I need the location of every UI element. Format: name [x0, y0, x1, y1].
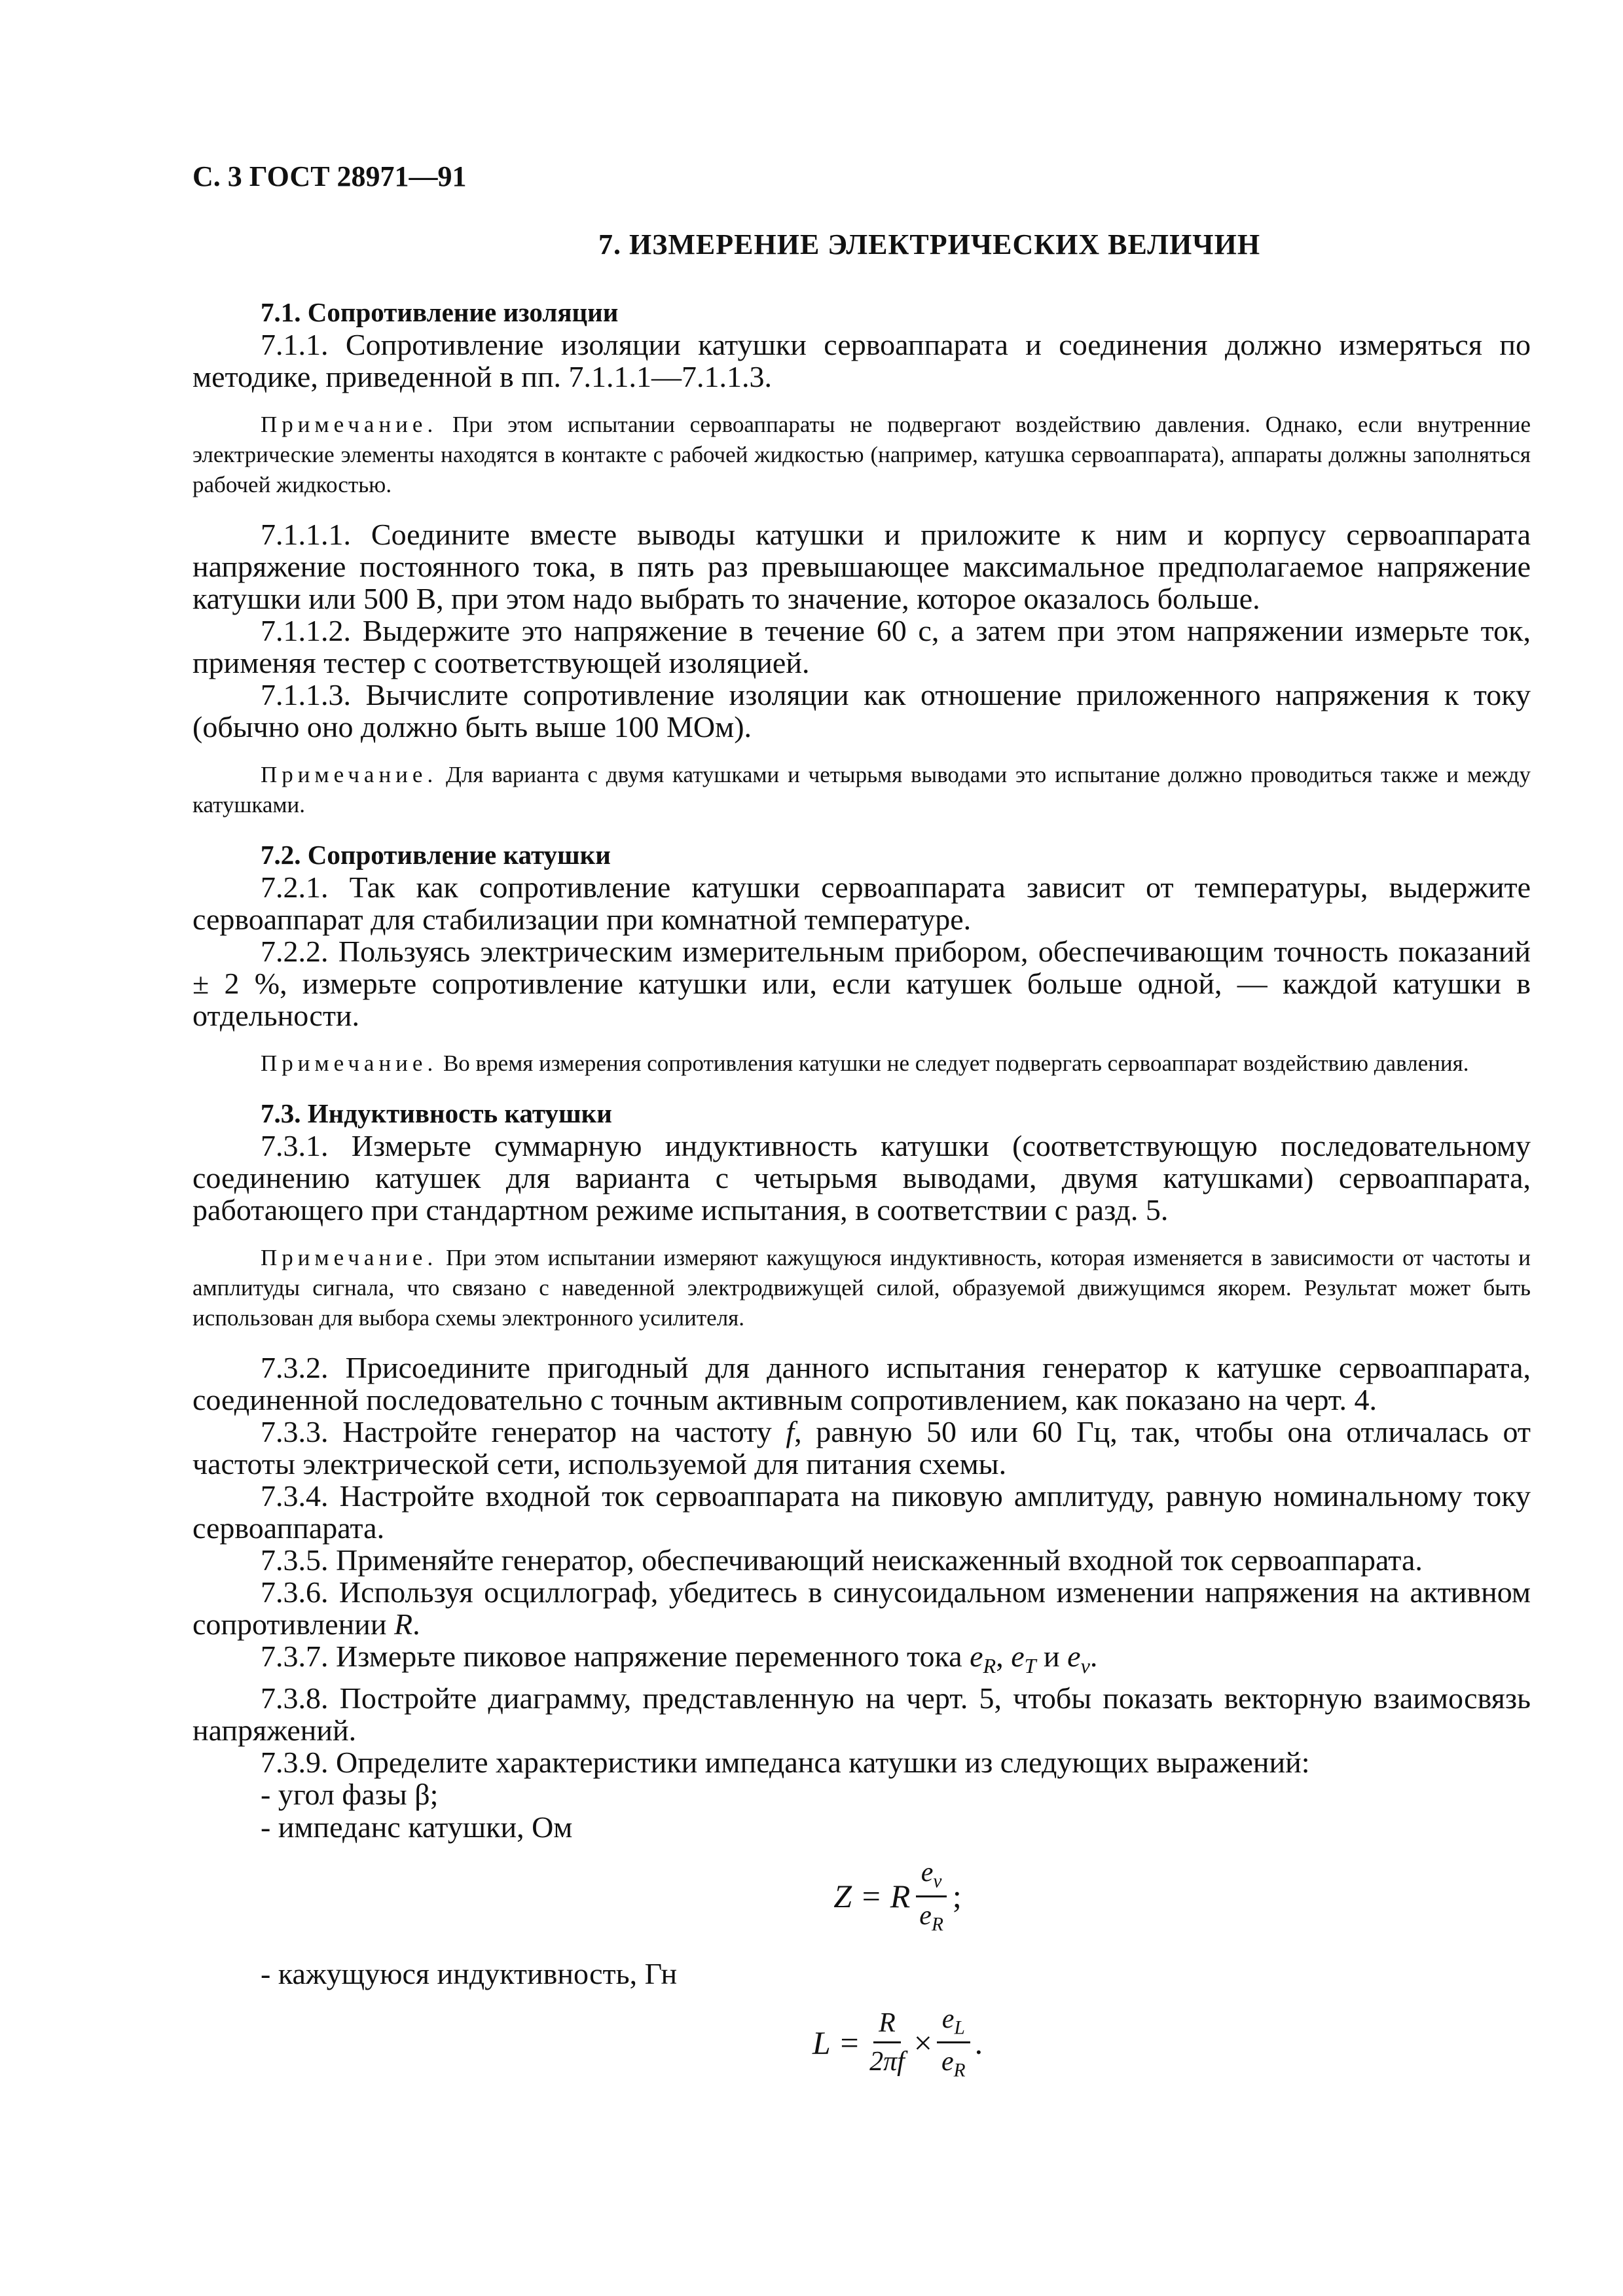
page-header: С. 3 ГОСТ 28971—91	[192, 160, 467, 192]
paragraph-7-3-9: 7.3.9. Определите характеристики импеданса катушки из следующих выражений:	[261, 1746, 1310, 1780]
symbol-r: R	[393, 1607, 413, 1641]
note-7-3	[192, 1243, 1531, 1333]
eq-tail: .	[974, 2024, 983, 2061]
symbol-e-t: $e_T$	[1011, 1640, 1036, 1678]
paragraph-7-1-1-1: 7.1.1.1. Соедините вместе выводы катушки и приложите к ним и корпусу сервоаппарата напряжение постоянного тока, в пять раз превышающее максимальное предполагаемое напряжение катушки или 500 В, при этом надо выбрать то значение, которое оказалось больше.	[192, 518, 1531, 615]
equation-impedance	[192, 1857, 1531, 1935]
eq-tail: ;	[952, 1878, 962, 1915]
note-label: Примечание.	[261, 1050, 438, 1076]
fraction: $\frac{e_v}{e_R}$	[914, 1857, 949, 1935]
list-item-inductance: - кажущуюся индуктивность, Гн	[261, 1956, 678, 1990]
times-sign: ×	[913, 2024, 932, 2061]
paragraph-7-3-6	[192, 1576, 1531, 1640]
paragraph-7-3-3	[192, 1416, 1531, 1480]
text-run: и	[1036, 1640, 1068, 1673]
symbol-e-r: $e_R$	[970, 1640, 996, 1678]
paragraph-7-1-1-3: 7.1.1.3. Вычислите сопротивление изоляции как отношение приложенного напряжения к току (обычно оно должно быть выше 100 МОм).	[192, 678, 1531, 744]
paragraph-7-1-1: 7.1.1. Сопротивление изоляции катушки сервоаппарата и соединения должно измеряться по методике, приведенной в пп. 7.1.1.1—7.1.1.3.	[192, 328, 1531, 393]
paragraph-7-3-8: 7.3.8. Постройте диаграмму, представленную на черт. 5, чтобы показать векторную взаимосвязь напряжений.	[192, 1681, 1531, 1748]
symbol-e-v: $e_v$	[1067, 1640, 1090, 1678]
note-text: При этом испытании измеряют кажущуюся индуктивность, которая изменяется в зависимости от частоты и амплитуды сигнала, что связано с наведенной электродвижущей силой, образуемой движущимся якорем. Результат может быть использован для выбора схемы электронного усилителя.	[192, 1245, 1531, 1331]
heading-7-3: 7.3. Индуктивность катушки	[261, 1098, 612, 1128]
note-text: При этом испытании сервоаппараты не подвергают воздействию давления. Однако, если внутренние электрические элементы находятся в контакте с рабочей жидкостью (например, катушка сервоаппарата), аппараты должны заполняться рабочей жидкостью.	[192, 412, 1531, 497]
fraction: $\frac{R}{2\pi f}$	[869, 2008, 905, 2077]
eq-lhs: Z = R	[833, 1878, 911, 1915]
equation-inductance	[192, 2003, 1531, 2082]
note-7-1-b	[192, 760, 1531, 820]
paragraph-7-2-1: 7.2.1. Так как сопротивление катушки сервоаппарата зависит от температуры, выдержите сервоаппарат для стабилизации при комнатной температуре.	[192, 870, 1531, 936]
note-7-1-a	[192, 410, 1531, 500]
paragraph-7-1-1-2: 7.1.1.2. Выдержите это напряжение в течение 60 с, а затем при этом напряжении измерьте ток, применяя тестер с соответствующей изоляцией.	[192, 614, 1531, 679]
paragraph-7-2-2: 7.2.2. Пользуясь электрическим измерительным прибором, обеспечивающим точность показаний ± 2 %, измерьте сопротивление катушки или, если катушек больше одной, — каждой катушки в отдельности.	[192, 935, 1531, 1032]
text-run: ,	[996, 1640, 1012, 1673]
heading-7-1: 7.1. Сопротивление изоляции	[261, 297, 619, 327]
list-item-impedance: - импеданс катушки, Ом	[261, 1810, 573, 1844]
document-body	[192, 296, 1531, 2104]
note-label: Примечание.	[261, 1245, 438, 1270]
note-7-2	[192, 1049, 1531, 1079]
paragraph-7-3-5: 7.3.5. Применяйте генератор, обеспечивающий неискаженный входной ток сервоаппарата.	[261, 1543, 1423, 1577]
note-text: Во время измерения сопротивления катушки не следует подвергать сервоаппарат воздействию давления.	[437, 1050, 1469, 1076]
paragraph-7-3-2: 7.3.2. Присоедините пригодный для данного испытания генератор к катушке сервоаппарата, соединенной последовательно с точным активным сопротивлением, как показано на черт. 4.	[192, 1351, 1531, 1416]
paragraph-7-3-1: 7.3.1. Измерьте суммарную индуктивность катушки (соответствующую последовательному соединению катушек для варианта с четырьмя выводами, двумя катушками) сервоаппарата, работающего при стандартном режиме испытания, в соответствии с разд. 5.	[192, 1129, 1531, 1227]
paragraph-7-3-4: 7.3.4. Настройте входной ток сервоаппарата на пиковую амплитуду, равную номинальному току сервоаппарата.	[192, 1479, 1531, 1545]
note-label: Примечание.	[261, 412, 438, 437]
paragraph-7-3-7	[192, 1640, 1531, 1682]
heading-7-2: 7.2. Сопротивление катушки	[261, 840, 611, 870]
fraction: $\frac{e_L}{e_R}$	[936, 2003, 971, 2082]
text-run: .	[1089, 1640, 1098, 1673]
eq-lhs: L =	[812, 2024, 861, 2061]
note-text: Для варианта с двумя катушками и четырьмя выводами это испытание должно проводиться также и между катушками.	[192, 762, 1531, 817]
section-title: 7. ИЗМЕРЕНИЕ ЭЛЕКТРИЧЕСКИХ ВЕЛИЧИН	[598, 228, 1261, 260]
symbol-f: f	[786, 1415, 795, 1448]
text-run: 7.3.6. Используя осциллограф, убедитесь в синусоидальном изменении напряжения на активном сопротивлении	[192, 1575, 1531, 1641]
note-label: Примечание.	[261, 762, 438, 787]
text-run: .	[412, 1607, 420, 1641]
list-item-phase-angle: - угол фазы β;	[261, 1778, 439, 1812]
text-run: 7.3.3. Настройте генератор на частоту	[261, 1415, 786, 1448]
text-run: 7.3.7. Измерьте пиковое напряжение переменного тока	[261, 1640, 970, 1673]
text-run: , равную 50 или 60 Гц, так, чтобы она отличалась от частоты электрической сети, используемой для питания схемы.	[192, 1415, 1531, 1480]
